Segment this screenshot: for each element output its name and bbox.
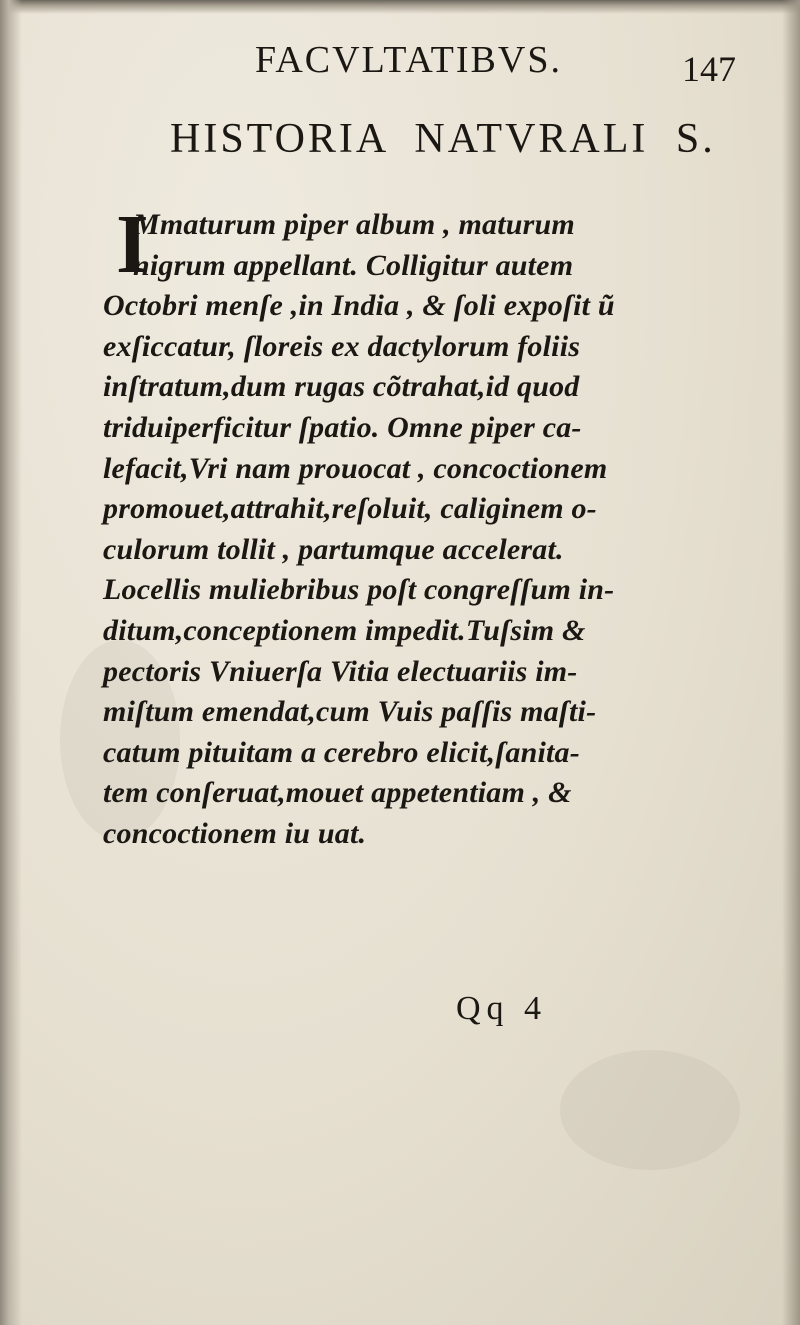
text-line: promouet,attrahit,reſoluit, caliginem o-	[103, 492, 597, 526]
signature-mark: Qq 4	[456, 990, 548, 1027]
page-right-edge-shadow	[782, 0, 800, 1325]
text-line: inſtratum,dum rugas cõtrahat,id quod	[103, 370, 580, 404]
paper-stain	[560, 1050, 740, 1170]
page-number: 147	[682, 49, 736, 89]
section-title: HISTORIA NATVRALI S.	[170, 116, 716, 162]
text-line: concoctionem iu uat.	[103, 816, 367, 850]
text-line: catum pituitam a cerebro elicit,ſanita-	[103, 735, 580, 769]
text-line: Mmaturum piper album , maturum	[133, 208, 575, 241]
text-line: ditum,conceptionem impedit.Tuſsim &	[103, 613, 586, 647]
page-gutter-shadow	[0, 0, 22, 1325]
text-line: Locellis muliebribus poſt congreſſum in-	[103, 573, 615, 607]
text-line: triduiperficitur ſpatio. Omne piper ca-	[103, 410, 582, 444]
text-line: lefacit,Vri nam prouocat , concoctionem	[103, 451, 608, 485]
body-text	[103, 198, 753, 855]
text-line: miſtum emendat,cum Vuis paſſis maſti-	[103, 695, 597, 729]
text-line: Octobri menſe ,in India , & ſoli expoſit ũ	[103, 289, 615, 323]
drop-initial: I	[116, 198, 149, 291]
text-line: pectoris Vniuerſa Vitia electuariis im-	[103, 654, 578, 688]
text-line: tem conſeruat,mouet appetentiam , &	[103, 776, 572, 810]
text-line: exſiccatur, ſloreis ex dactylorum foliis	[103, 329, 581, 363]
text-line: culorum tollit , partumque accelerat.	[103, 532, 564, 566]
page-top-edge-shadow	[0, 0, 800, 14]
text-line: nigrum appellant. Colligitur autem	[133, 248, 574, 282]
running-head: FACVLTATIBVS.	[255, 39, 562, 81]
